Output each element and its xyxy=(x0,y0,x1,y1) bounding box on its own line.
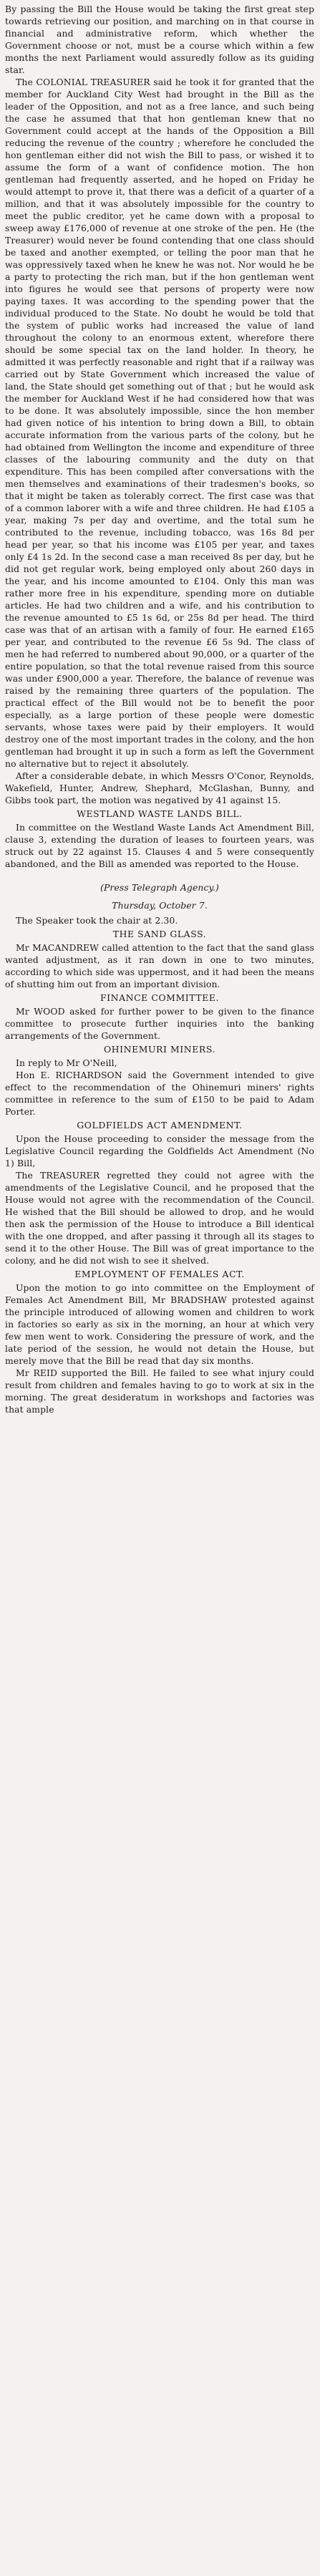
agency-line: (Press Telegraph Agency.) xyxy=(100,882,219,893)
section-paragraph: The TREASURER regretted they could not agree with the amendments of the Legislative Council, and he proposed that the House would not agree with the recommendation of the Council. He wished that the Bill should be allowed to drop, and he would then ask the permission of the House to introduce a Bill identical with the one dropped, and after passing it through all its stages to send it to the other House. The Bill was of great importance to the colony, and he did not wish to see it shelved. xyxy=(5,1170,314,1266)
section-paragraph: Mr MACANDREW called attention to the fact that the sand glass wanted adjustment, as it ran down in one to two minutes, according to which side was uppermost, and it had been the means of shutting him out from an important division. xyxy=(5,942,314,989)
section-heading-sand-glass: THE SAND GLASS. xyxy=(112,929,207,939)
section-paragraph: Mr WOOD asked for further power to be given to the finance committee to prosecute further inquiries into the banking arrangements of the Government. xyxy=(5,1006,314,1041)
section-heading-goldfields-act: GOLDFIELDS ACT AMENDMENT. xyxy=(77,1120,243,1130)
opening-line: The Speaker took the chair at 2.30. xyxy=(16,915,178,926)
article-body xyxy=(5,3,314,806)
article-paragraph: By passing the Bill the House would be taking the first great step towards retrieving our position, and marching on in that course in financial and administrative reform, which whether the Government choose or not, must be a course which within a few months the next Parliament would assuredly follow as its guiding star. xyxy=(5,4,314,75)
section-paragraph: Hon E. RICHARDSON said the Government intended to give effect to the recommendation of the Ohinemuri miners' rights committee in reference to the sum of £150 to be paid to Adam Porter. xyxy=(5,1070,314,1117)
section-paragraph: Upon the motion to go into committee on the Employment of Females Act Amendment Bill, Mr BRADSHAW protested against the principle introduced of allowing women and children to work in factories so early as six in the morning, an hour at which very few men went to work. Considering the pressure of work, and the late period of the session, he would not detain the House, but merely move that the Bill be read that day six months. xyxy=(5,1282,314,1366)
article-paragraph: After a considerable debate, in which Messrs O'Conor, Reynolds, Wakefield, Hunter, Andrew, Shephard, McGlashan, Bunny, and Gibbs took part, the motion was negatived by 41 against 15. xyxy=(5,770,314,805)
article-paragraph: The COLONIAL TREASURER said he took it for granted that the member for Auckland City West had brought in the Bill as the leader of the Opposition, and not as a free lance, and such being the case he assumed that that hon gentleman knew that no Government could accept at the hands of the Opposition a Bill reducing the revenue of the country ; wherefore he concluded the hon gentleman either did not wish the Bill to pass, or wished it to assume the form of a want of confidence motion. The hon gentleman had frequently asserted, and he hoped on Friday he would attempt to prove it, that there was a deficit of a quarter of a million, and that it was absolutely impossible for the country to meet the public creditor, yet he came down with a proposal to sweep away £176,000 of revenue at one stroke of the pen. He (the Treasurer) would never be found contending that one class should be taxed and another exempted, or telling the poor man that he was oppressively taxed when he knew he was not. Nor would he be a party to protecting the rich man, but if the hon gentleman went into figures he would see that persons of property were now paying taxes. It was according to the spending power that the individual produced to the State. No doubt he would be told that the system of public works had increased the value of land throughout the colony to an enormous extent, wherefore there should be some special tax on the land holder. In theory, he admitted it was perfectly reasonable and right that if a railway was carried out by State Government which increased the value of land, the State should get something out of that ; but he would ask the member for Auckland West if he had considered how that was to be done. It was absolutely impossible, since the hon member had given notice of his intention to bring down a Bill, to obtain accurate information from the various parts of the colony, but he had obtained from Wellington the income and expenditure of three classes of the labouring community and the duty on that expenditure. This has been compiled after conversations with the men themselves and examinations of their tradesmen's books, so that it might be taken as tolerably correct. The first case was that of a common laborer with a wife and three children. He had £105 a year, making 7s per day and overtime, and the total sum he contributed to the revenue, including tobacco, was 16s 8d per head per year, so that his income was £105 per year, and taxes only £4 1s 2d. In the second case a man received 8s per day, but he did not get regular work, being employed only about 260 days in the year, and his income amounted to £104. Only this man was rather more free in his expenditure, spending more on dutiable articles. He had two children and a wife, and his contribution to the revenue amounted to £5 1s 6d, or 25s 8d per head. The third case was that of an artisan with a family of four. He earned £165 per year, and contributed to the revenue £6 5s 9d. The class of men he had referred to numbered about 90,000, or a quarter of the entire population, so that the total revenue raised from this source was under £900,000 a year. Therefore, the balance of revenue was raised by the remaining three quarters of the population. The practical effect of the Bill would not be to benefit the poor especially, as a large portion of these people were domestic servants, whose taxes were paid by their employers. It would destroy one of the most important trades in the colony, and the hon gentleman had brought it up in such a form as left the Government no alternative but to reject it absolutely. xyxy=(5,77,314,769)
section-paragraph: In reply to Mr O'Neill, xyxy=(16,1057,117,1068)
section-heading-westland: WESTLAND WASTE LANDS BILL. xyxy=(77,808,243,819)
section-heading-employment-females: EMPLOYMENT OF FEMALES ACT. xyxy=(74,1269,245,1279)
dateline: Thursday, October 7. xyxy=(112,900,208,911)
section-heading-ohinemuri-miners: OHINEMURI MINERS. xyxy=(103,1044,216,1055)
section-paragraph: In committee on the Westland Waste Lands Act Amendment Bill, clause 3, extending the duration of leases to fourteen years, was struck out by 22 against 15. Clauses 4 and 5 were consequently abandoned, and the Bill as amended was reported to the House. xyxy=(5,822,314,869)
section-heading-finance-committee: FINANCE COMMITTEE. xyxy=(100,992,220,1003)
section-paragraph: Mr REID supported the Bill. He failed to see what injury could result from children and females having to go to work at six in the morning. The great desideratum in workshops and factories was that ample xyxy=(5,1367,314,1415)
section-paragraph: Upon the House proceeding to consider the message from the Legislative Council regarding the Goldfields Act Amendment (No 1) Bill, xyxy=(5,1133,314,1168)
